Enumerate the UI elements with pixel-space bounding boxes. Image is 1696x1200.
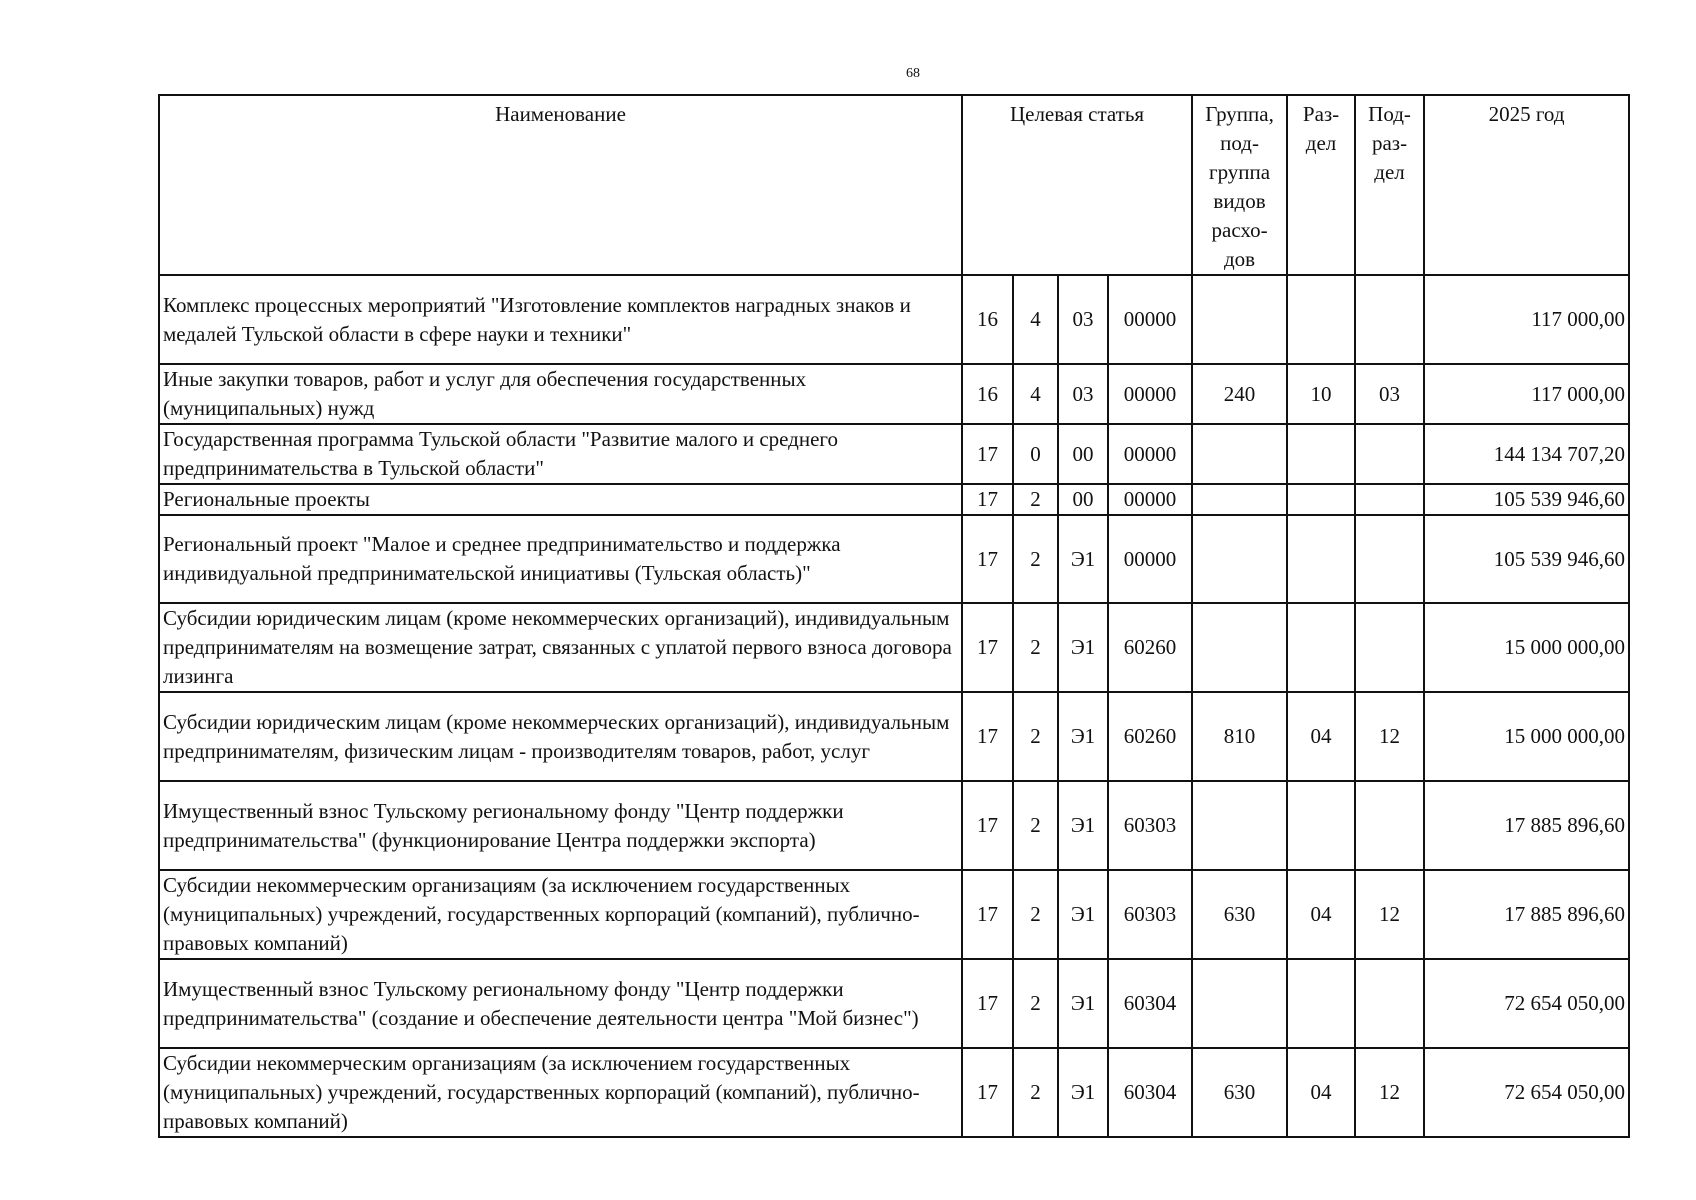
row-section <box>1287 515 1355 603</box>
row-code-program: 17 <box>962 424 1013 484</box>
row-code-program: 17 <box>962 484 1013 515</box>
row-section: 04 <box>1287 1048 1355 1137</box>
row-code-subprogram: 2 <box>1013 692 1058 781</box>
row-name: Субсидии некоммерческим организациям (за исключением государственных (муниципальных) учреждений, государственных корпораций (компаний), публично-правовых компаний) <box>159 1048 962 1137</box>
row-section <box>1287 275 1355 364</box>
row-section <box>1287 603 1355 692</box>
row-subsection <box>1355 424 1424 484</box>
row-code-direction: 00000 <box>1108 515 1192 603</box>
row-code-event: 03 <box>1058 364 1108 424</box>
row-code-direction: 00000 <box>1108 275 1192 364</box>
row-group <box>1192 275 1287 364</box>
row-name: Имущественный взнос Тульскому региональному фонду "Центр поддержки предпринимательства" (создание и обеспечение деятельности центра "Мой бизнес") <box>159 959 962 1048</box>
row-code-direction: 60304 <box>1108 959 1192 1048</box>
row-code-event: Э1 <box>1058 692 1108 781</box>
table-row <box>159 692 1629 781</box>
table-row <box>159 603 1629 692</box>
row-name: Субсидии юридическим лицам (кроме некоммерческих организаций), индивидуальным предпринимателям на возмещение затрат, связанных с уплатой первого взноса договора лизинга <box>159 603 962 692</box>
row-group <box>1192 959 1287 1048</box>
row-amount: 15 000 000,00 <box>1424 603 1629 692</box>
table-row <box>159 515 1629 603</box>
row-section <box>1287 959 1355 1048</box>
budget-table <box>158 94 1630 1138</box>
table-row <box>159 424 1629 484</box>
row-amount: 17 885 896,60 <box>1424 870 1629 959</box>
row-subsection: 12 <box>1355 1048 1424 1137</box>
row-code-event: Э1 <box>1058 515 1108 603</box>
row-code-direction: 60304 <box>1108 1048 1192 1137</box>
row-code-program: 17 <box>962 692 1013 781</box>
row-code-subprogram: 2 <box>1013 781 1058 870</box>
row-group <box>1192 424 1287 484</box>
row-group <box>1192 603 1287 692</box>
row-subsection <box>1355 275 1424 364</box>
row-code-direction: 60260 <box>1108 692 1192 781</box>
row-code-event: 03 <box>1058 275 1108 364</box>
table-row <box>159 484 1629 515</box>
row-group <box>1192 515 1287 603</box>
row-amount: 72 654 050,00 <box>1424 959 1629 1048</box>
row-amount: 117 000,00 <box>1424 275 1629 364</box>
row-code-direction: 60260 <box>1108 603 1192 692</box>
row-amount: 105 539 946,60 <box>1424 484 1629 515</box>
row-code-subprogram: 4 <box>1013 364 1058 424</box>
header-section: Раз-дел <box>1287 95 1355 275</box>
row-code-subprogram: 4 <box>1013 275 1058 364</box>
row-name: Региональный проект "Малое и среднее предпринимательство и поддержка индивидуальной предпринимательской инициативы (Тульская область)" <box>159 515 962 603</box>
row-group: 630 <box>1192 1048 1287 1137</box>
row-section: 10 <box>1287 364 1355 424</box>
row-subsection <box>1355 515 1424 603</box>
row-group: 240 <box>1192 364 1287 424</box>
table-row <box>159 1048 1629 1137</box>
row-name: Региональные проекты <box>159 484 962 515</box>
row-code-direction: 00000 <box>1108 484 1192 515</box>
row-section <box>1287 781 1355 870</box>
row-section <box>1287 484 1355 515</box>
row-subsection <box>1355 781 1424 870</box>
table-row <box>159 870 1629 959</box>
table-row <box>159 275 1629 364</box>
table-row <box>159 959 1629 1048</box>
row-code-program: 17 <box>962 870 1013 959</box>
row-subsection <box>1355 603 1424 692</box>
row-code-direction: 00000 <box>1108 424 1192 484</box>
row-name: Иные закупки товаров, работ и услуг для обеспечения государственных (муниципальных) нужд <box>159 364 962 424</box>
row-code-program: 17 <box>962 959 1013 1048</box>
row-subsection <box>1355 959 1424 1048</box>
row-amount: 17 885 896,60 <box>1424 781 1629 870</box>
page-number: 68 <box>906 66 920 81</box>
row-amount: 15 000 000,00 <box>1424 692 1629 781</box>
row-code-subprogram: 2 <box>1013 959 1058 1048</box>
row-code-program: 16 <box>962 364 1013 424</box>
row-subsection: 12 <box>1355 692 1424 781</box>
row-group <box>1192 484 1287 515</box>
row-group: 630 <box>1192 870 1287 959</box>
row-code-direction: 60303 <box>1108 781 1192 870</box>
table-row <box>159 781 1629 870</box>
row-code-subprogram: 2 <box>1013 484 1058 515</box>
row-code-event: Э1 <box>1058 959 1108 1048</box>
row-amount: 105 539 946,60 <box>1424 515 1629 603</box>
header-year: 2025 год <box>1424 95 1629 275</box>
row-code-direction: 60303 <box>1108 870 1192 959</box>
row-group <box>1192 781 1287 870</box>
row-name: Имущественный взнос Тульскому региональному фонду "Центр поддержки предпринимательства" (функционирование Центра поддержки экспорта) <box>159 781 962 870</box>
row-code-subprogram: 0 <box>1013 424 1058 484</box>
row-code-subprogram: 2 <box>1013 515 1058 603</box>
row-code-subprogram: 2 <box>1013 603 1058 692</box>
row-code-event: Э1 <box>1058 781 1108 870</box>
table-row <box>159 364 1629 424</box>
row-name: Субсидии юридическим лицам (кроме некоммерческих организаций), индивидуальным предпринимателям, физическим лицам - производителям товаров, работ, услуг <box>159 692 962 781</box>
row-amount: 144 134 707,20 <box>1424 424 1629 484</box>
row-code-program: 17 <box>962 515 1013 603</box>
header-group: Группа, под-группа видов расхо-дов <box>1192 95 1287 275</box>
row-section <box>1287 424 1355 484</box>
row-code-subprogram: 2 <box>1013 1048 1058 1137</box>
row-group: 810 <box>1192 692 1287 781</box>
row-code-program: 17 <box>962 603 1013 692</box>
row-amount: 72 654 050,00 <box>1424 1048 1629 1137</box>
row-code-program: 16 <box>962 275 1013 364</box>
row-subsection: 03 <box>1355 364 1424 424</box>
row-section: 04 <box>1287 692 1355 781</box>
header-subsection: Под-раз-дел <box>1355 95 1424 275</box>
row-subsection: 12 <box>1355 870 1424 959</box>
row-code-program: 17 <box>962 1048 1013 1137</box>
header-name: Наименование <box>159 95 962 275</box>
header-target-article: Целевая статья <box>962 95 1192 275</box>
row-name: Субсидии некоммерческим организациям (за исключением государственных (муниципальных) учреждений, государственных корпораций (компаний), публично-правовых компаний) <box>159 870 962 959</box>
row-name: Государственная программа Тульской области "Развитие малого и среднего предпринимательства в Тульской области" <box>159 424 962 484</box>
row-subsection <box>1355 484 1424 515</box>
row-section: 04 <box>1287 870 1355 959</box>
row-code-direction: 00000 <box>1108 364 1192 424</box>
row-code-program: 17 <box>962 781 1013 870</box>
row-code-subprogram: 2 <box>1013 870 1058 959</box>
row-code-event: 00 <box>1058 484 1108 515</box>
row-name: Комплекс процессных мероприятий "Изготовление комплектов наградных знаков и медалей Тульской области в сфере науки и техники" <box>159 275 962 364</box>
header-row <box>159 95 1629 275</box>
row-code-event: 00 <box>1058 424 1108 484</box>
row-code-event: Э1 <box>1058 870 1108 959</box>
row-code-event: Э1 <box>1058 1048 1108 1137</box>
row-code-event: Э1 <box>1058 603 1108 692</box>
row-amount: 117 000,00 <box>1424 364 1629 424</box>
